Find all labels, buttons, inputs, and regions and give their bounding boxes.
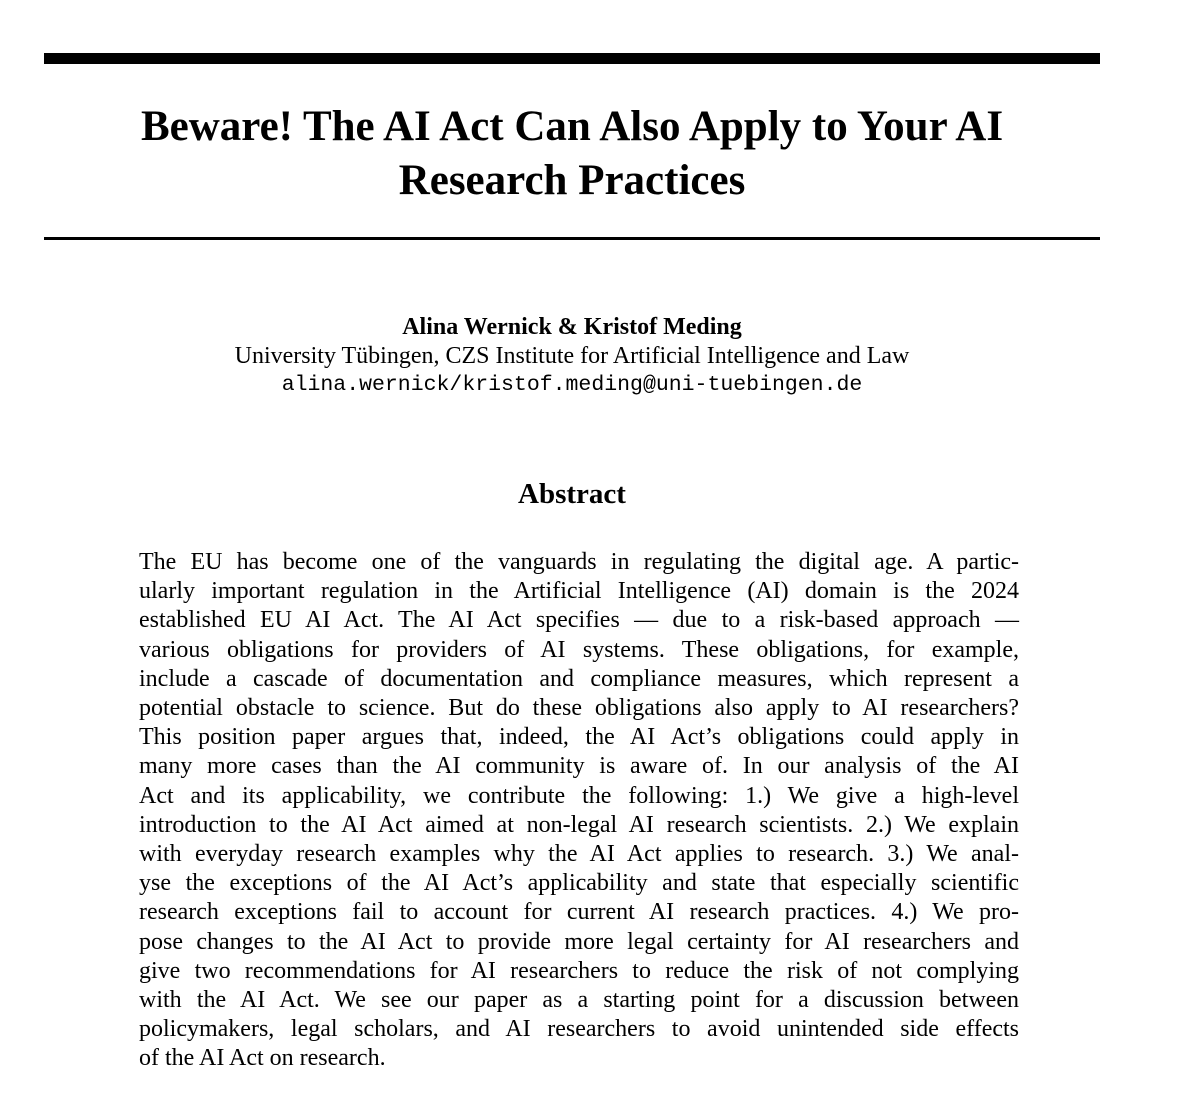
abstract-heading: Abstract	[518, 478, 626, 510]
abstract-line: research exceptions fail to account for current AI research practices. 4.) We pro-	[139, 899, 1019, 926]
abstract-line: with the AI Act. We see our paper as a starting point for a discussion between	[139, 987, 1019, 1014]
abstract-line: give two recommendations for AI researchers to reduce the risk of not complying	[139, 957, 1019, 984]
abstract-line: many more cases than the AI community is aware of. In our analysis of the AI	[139, 753, 1019, 780]
author-affiliation: University Tübingen, CZS Institute for Artificial Intelligence and Law	[234, 343, 910, 369]
abstract-line: pose changes to the AI Act to provide more legal certainty for AI researchers and	[139, 928, 1019, 955]
abstract-line: various obligations for providers of AI systems. These obligations, for example,	[139, 636, 1019, 663]
title-bottom-rule	[44, 237, 1100, 240]
abstract-line: yse the exceptions of the AI Act’s applicability and state that especially scientific	[139, 870, 1019, 897]
abstract-line: The EU has become one of the vanguards in regulating the digital age. A partic-	[139, 549, 1019, 575]
abstract-line: established EU AI Act. The AI Act specifies — due to a risk-based approach —	[139, 607, 1019, 634]
author-names: Alina Wernick & Kristof Meding	[402, 314, 742, 340]
paper-title	[44, 100, 1100, 208]
abstract-line: ularly important regulation in the Artificial Intelligence (AI) domain is the 2024	[139, 578, 1019, 605]
abstract-line: introduction to the AI Act aimed at non-legal AI research scientists. 2.) We explain	[139, 811, 1019, 838]
abstract-line: potential obstacle to science. But do these obligations also apply to AI researchers?	[139, 695, 1019, 722]
abstract-line: Act and its applicability, we contribute the following: 1.) We give a high-level	[139, 782, 1019, 809]
author-email: alina.wernick/kristof.meding@uni-tuebingen.de	[281, 373, 863, 397]
abstract-line: of the AI Act on research.	[139, 1045, 386, 1072]
abstract-line: include a cascade of documentation and compliance measures, which represent a	[139, 665, 1019, 692]
author-block	[44, 312, 1100, 400]
title-line: Beware! The AI Act Can Also Apply to Your AI	[140, 103, 1004, 150]
abstract-line: This position paper argues that, indeed, the AI Act’s obligations could apply in	[139, 724, 1019, 751]
title-line: Research Practices	[398, 157, 746, 204]
abstract-line: with everyday research examples why the AI Act applies to research. 3.) We anal-	[139, 841, 1019, 868]
abstract-line: policymakers, legal scholars, and AI researchers to avoid unintended side effects	[139, 1016, 1019, 1043]
title-top-rule	[44, 53, 1100, 64]
abstract-body	[139, 548, 1019, 1074]
